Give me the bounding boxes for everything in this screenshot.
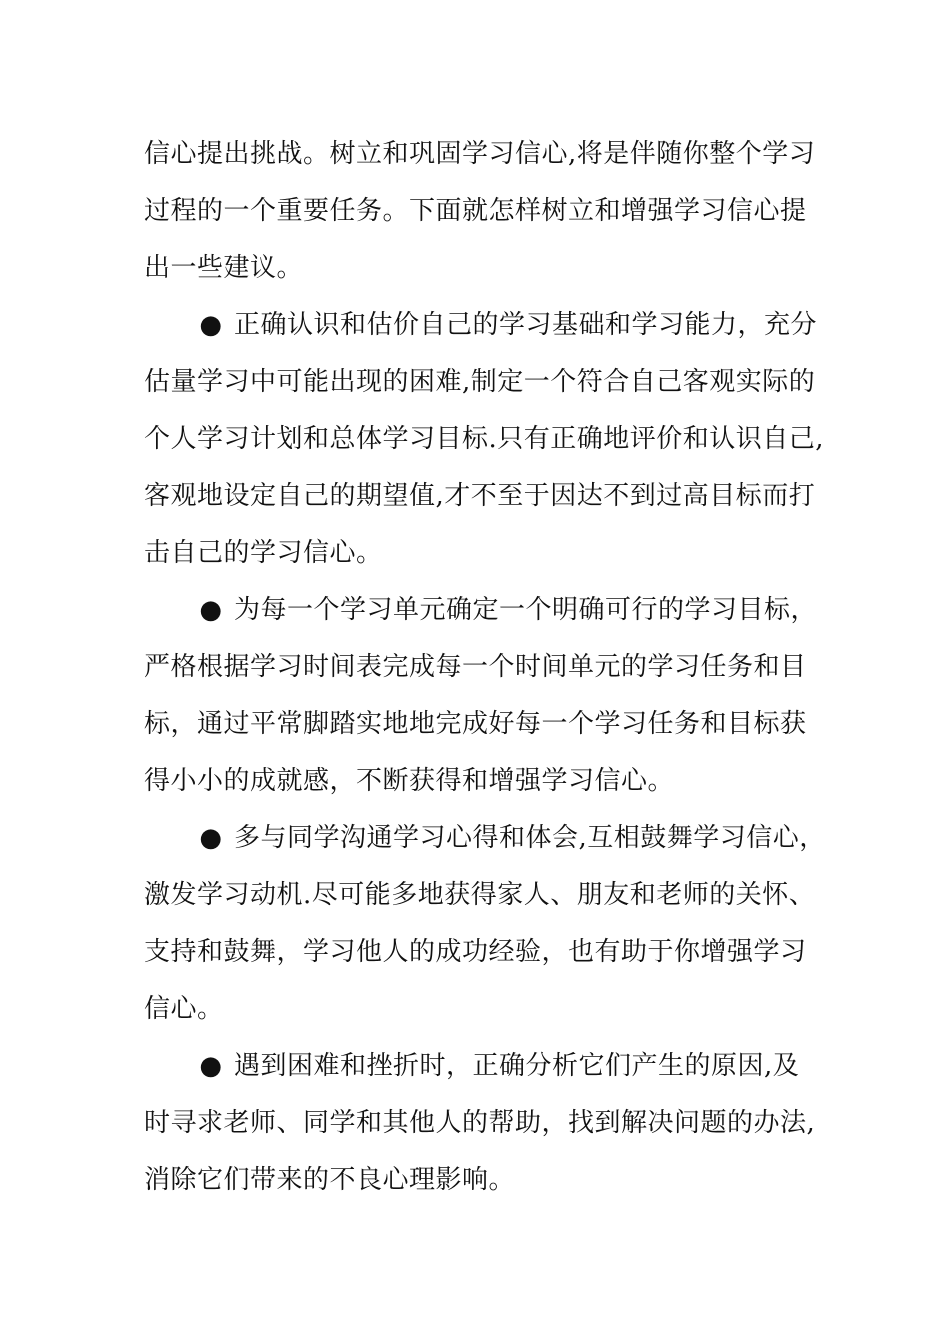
text-line: 个人学习计划和总体学习目标.只有正确地评价和认识自己, — [144, 424, 825, 454]
text-line: 信心提出挑战。树立和巩固学习信心,将是伴随你整个学习 — [144, 139, 816, 169]
text-line: 激发学习动机.尽可能多地获得家人、朋友和老师的关怀、 — [144, 880, 816, 910]
bullet-paragraph-4 — [144, 1038, 816, 1209]
text-line: 过程的一个重要任务。下面就怎样树立和增强学习信心提 — [144, 196, 807, 226]
text-line: 出一些建议。 — [144, 253, 304, 283]
text-line: 多与同学沟通学习心得和体会,互相鼓舞学习信心， — [234, 823, 826, 853]
bullet-paragraph-1 — [144, 297, 825, 582]
text-line: 标，通过平常脚踏实地地完成好每一个学习任务和目标获 — [144, 709, 807, 739]
text-line: 正确认识和估价自己的学习基础和学习能力，充分 — [234, 310, 818, 340]
text-line: 为每一个学习单元确定一个明确可行的学习目标， — [234, 595, 818, 625]
text-line: 遇到困难和挫折时，正确分析它们产生的原因,及 — [234, 1051, 800, 1081]
text-line: 消除它们带来的不良心理影响。 — [144, 1165, 516, 1195]
bullet-first-line — [144, 1038, 812, 1095]
text-line: 严格根据学习时间表完成每一个时间单元的学习任务和目 — [144, 652, 807, 682]
bullet-first-line — [144, 297, 818, 354]
bullet-first-line — [144, 582, 818, 639]
bullet-paragraph-3 — [144, 810, 826, 1038]
text-line: 时寻求老师、同学和其他人的帮助，找到解决问题的办法, — [144, 1108, 816, 1138]
intro-paragraph — [144, 126, 816, 297]
text-line: 估量学习中可能出现的困难,制定一个符合自己客观实际的 — [144, 367, 816, 397]
text-line: 得小小的成就感，不断获得和增强学习信心。 — [144, 766, 675, 796]
text-line: 信心。 — [144, 994, 224, 1024]
bullet-dot-icon: ● — [199, 1051, 223, 1081]
text-line: 客观地设定自己的期望值,才不至于因达不到过高目标而打 — [144, 481, 816, 511]
bullet-paragraph-2 — [144, 582, 818, 810]
text-line: 击自己的学习信心。 — [144, 538, 383, 568]
bullet-first-line — [144, 810, 826, 867]
document-body — [144, 126, 826, 1209]
bullet-dot-icon: ● — [199, 310, 223, 340]
text-line: 支持和鼓舞，学习他人的成功经验，也有助于你增强学习 — [144, 937, 807, 967]
bullet-dot-icon: ● — [199, 823, 223, 853]
bullet-dot-icon: ● — [199, 595, 223, 625]
